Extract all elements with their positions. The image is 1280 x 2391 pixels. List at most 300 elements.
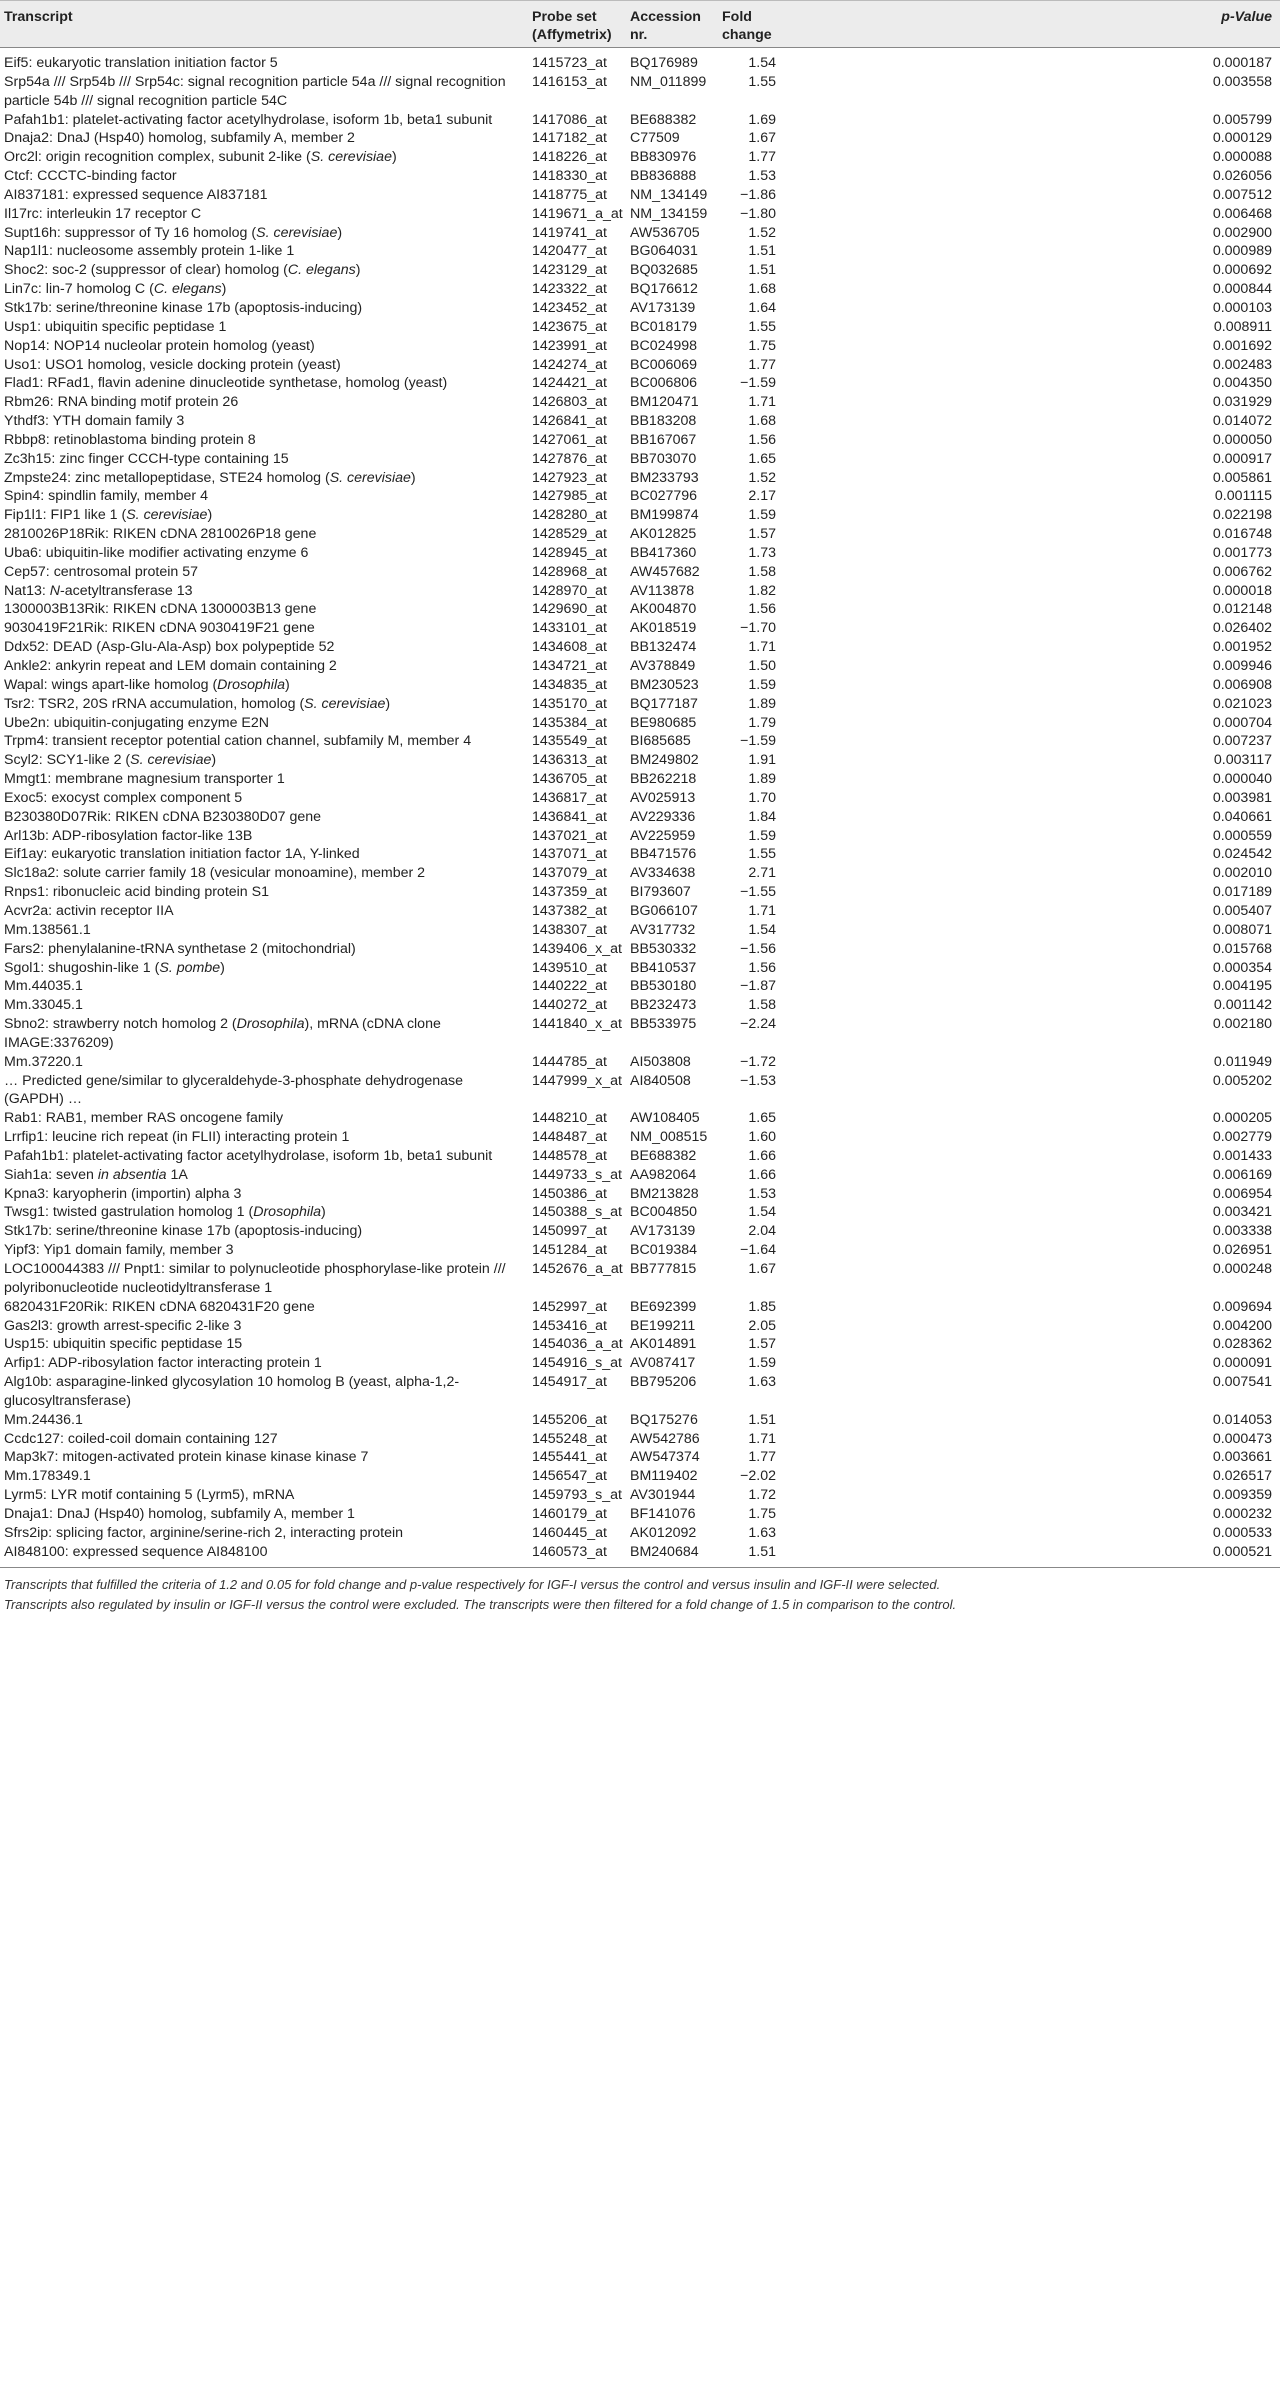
p-value-cell: 0.028362 [1212,1336,1272,1353]
probe-set-cell: 1437359_at [532,884,607,901]
accession-cell: BB777815 [630,1261,697,1277]
probe-set-cell: 1437382_at [532,902,607,919]
probe-set-cell: 1415723_at [532,55,607,71]
p-value-cell: 0.026056 [1212,168,1272,185]
table-row [0,48,1280,73]
transcript-cell: Mm.37220.1 [4,1053,83,1070]
table-header-row [0,1,1280,48]
fold-change-cell: 1.59 [748,827,776,844]
p-value-cell: 0.001952 [1212,639,1272,656]
fold-change-cell: 1.91 [748,752,776,769]
probe-set-cell: 1448210_at [532,1110,607,1127]
p-value-cell: 0.000917 [1212,450,1272,467]
accession-cell: BC019384 [630,1242,698,1259]
probe-set-cell: 1423675_at [532,318,607,335]
p-value-cell: 0.017189 [1212,884,1272,901]
probe-set-cell: 1427876_at [532,450,607,467]
table-row [0,1053,1280,1072]
transcript-cell: Spin4: spindlin family, member 4 [4,488,208,505]
table-row [0,356,1280,375]
fold-change-cell: 1.55 [748,318,776,335]
fold-change-cell: −1.70 [740,620,776,637]
table-row [0,224,1280,243]
transcript-cell: Rab1: RAB1, member RAS oncogene family [4,1110,284,1127]
fold-change-cell: 1.89 [748,695,776,712]
transcript-cell: Ythdf3: YTH domain family 3 [4,413,185,430]
accession-cell: BE688382 [630,1147,697,1164]
transcript-cell: Lyrm5: LYR motif containing 5 (Lyrm5), mRNA [4,1487,295,1504]
probe-set-cell: 1452676_a_at [532,1261,623,1277]
table-row [0,977,1280,996]
table-row [0,1505,1280,1524]
transcript-cell: Orc2l: origin recognition complex, subunit 2-like (S. cerevisiae) [4,149,397,166]
fold-change-cell: 1.54 [748,55,776,71]
accession-cell: BE980685 [630,714,697,731]
transcript-cell: Rbbp8: retinoblastoma binding protein 8 [4,431,256,448]
transcript-cell: Ctcf: CCCTC-binding factor [4,168,177,185]
col-header-transcript: Transcript [0,1,528,48]
probe-set-cell: 1452997_at [532,1298,607,1315]
table-row [0,261,1280,280]
accession-cell: AW108405 [630,1110,700,1127]
probe-set-cell: 1456547_at [532,1468,607,1485]
transcript-cell: Dnaja2: DnaJ (Hsp40) homolog, subfamily A, member 2 [4,130,355,147]
probe-set-cell: 1420477_at [532,243,607,260]
accession-cell: BC024998 [630,337,698,354]
transcript-cell: AI837181: expressed sequence AI837181 [4,186,268,203]
p-value-cell: 0.000559 [1212,827,1272,844]
probe-set-cell: 1455206_at [532,1411,607,1428]
transcript-cell: Mm.33045.1 [4,997,83,1014]
table-row [0,1241,1280,1260]
table-row [0,1147,1280,1166]
table-row [0,374,1280,393]
p-value-cell: 0.016748 [1212,526,1272,543]
p-value-cell: 0.001115 [1214,488,1272,505]
transcript-cell: Slc18a2: solute carrier family 18 (vesicular monoamine), member 2 [4,865,426,882]
fold-change-cell: 1.53 [748,168,776,185]
probe-set-cell: 1435549_at [532,733,607,750]
fold-change-cell: −2.24 [740,1016,776,1033]
probe-set-cell: 1426803_at [532,394,607,411]
accession-cell: BC006069 [630,356,698,373]
table-row [0,1128,1280,1147]
accession-cell: AV225959 [630,827,696,844]
p-value-cell: 0.000844 [1212,281,1272,298]
footnote-line-2: Transcripts also regulated by insulin or IGF-II versus the control were excluded. The transcripts were then filtered for a fold change of 1.5 in comparison to the control. [4,1596,957,1612]
table-row [0,789,1280,808]
table-row [0,1109,1280,1128]
fold-change-cell: 1.67 [748,130,776,147]
accession-cell: BB167067 [630,431,697,448]
p-value-cell: 0.000354 [1212,959,1272,976]
p-value-cell: 0.000129 [1212,130,1272,147]
fold-change-cell: 1.56 [748,601,776,618]
accession-cell: BM240684 [626,1543,718,1567]
accession-cell: BB533975 [630,1016,697,1033]
fold-change-cell: 1.57 [748,526,776,543]
accession-cell: BM213828 [630,1185,699,1202]
probe-set-cell: 1450386_at [532,1185,607,1202]
transcript-cell: Ddx52: DEAD (Asp-Glu-Ala-Asp) box polypeptide 52 [4,639,335,656]
transcript-cell: Exoc5: exocyst complex component 5 [4,789,243,806]
accession-cell: BB836888 [630,168,697,185]
p-value-cell: 0.002180 [1212,1016,1272,1033]
accession-cell: AW542786 [630,1430,700,1447]
fold-change-cell: 1.71 [748,902,776,919]
probe-set-cell: 1455441_at [532,1449,607,1466]
fold-change-cell: 1.64 [748,299,776,316]
probe-set-cell: 1427985_at [532,488,607,505]
probe-set-cell: 1447999_x_at [532,1072,622,1089]
transcript-cell: Tsr2: TSR2, 20S rRNA accumulation, homolog (S. cerevisiae) [4,695,391,712]
p-value-cell: 0.031929 [1212,394,1272,411]
probe-set-cell: 1418775_at [532,186,607,203]
probe-set-cell: 1437071_at [532,846,607,863]
fold-change-cell: 2.05 [748,1317,776,1334]
probe-set-cell: 1437079_at [532,865,607,882]
transcript-cell: Stk17b: serine/threonine kinase 17b (apoptosis-inducing) [4,299,363,316]
accession-cell: AV087417 [630,1355,696,1372]
accession-cell: C77509 [630,130,680,147]
p-value-cell: 0.000473 [1212,1430,1272,1447]
fold-change-cell: 1.51 [748,262,776,279]
p-value-cell: 0.001433 [1212,1147,1272,1164]
p-value-cell: 0.009946 [1212,658,1272,674]
accession-cell: NM_008515 [630,1129,708,1146]
accession-cell: BM249802 [630,752,699,769]
probe-set-cell: 1419671_a_at [532,205,623,222]
fold-change-cell: 1.56 [748,431,776,448]
fold-change-cell: −1.86 [740,186,776,203]
table-row [0,506,1280,525]
transcript-cell: Yipf3: Yip1 domain family, member 3 [4,1242,234,1259]
table-row [0,1467,1280,1486]
table-row [0,1543,1280,1567]
table-row [0,751,1280,770]
p-value-cell: 0.009359 [1212,1487,1272,1504]
p-value-cell: 0.000989 [1212,243,1272,260]
probe-set-cell: 1453416_at [532,1317,607,1334]
transcript-cell: Wapal: wings apart-like homolog (Drosophila) [4,676,290,693]
table-footnote [0,1568,1280,1615]
fold-change-cell: 1.75 [748,1505,776,1522]
accession-cell: BG064031 [630,243,698,260]
table-row [0,431,1280,450]
fold-change-cell: 1.77 [748,356,776,373]
transcript-cell: Siah1a: seven in absentia 1A [4,1166,188,1183]
fold-change-cell: 1.68 [748,281,776,298]
fold-change-cell: 1.54 [748,921,776,938]
table-row [0,808,1280,827]
table-row [0,1072,1280,1110]
p-value-cell: 0.002779 [1212,1129,1272,1146]
transcript-cell: Stk17b: serine/threonine kinase 17b (apoptosis-inducing) [4,1223,363,1240]
accession-cell: BE199211 [630,1317,696,1334]
probe-set-cell: 1460179_at [532,1505,607,1522]
accession-cell: BC027796 [630,488,698,505]
accession-cell: AV317732 [630,921,696,938]
probe-set-cell: 1436841_at [532,808,607,825]
transcript-cell: B230380D07Rik: RIKEN cDNA B230380D07 gene [4,808,322,825]
transcript-cell: 9030419F21Rik: RIKEN cDNA 9030419F21 gene [4,620,315,637]
table-row [0,563,1280,582]
transcript-cell: Scyl2: SCY1-like 2 (S. cerevisiae) [4,752,217,769]
p-value-cell: 0.007237 [1212,733,1272,750]
p-value-cell: 0.004350 [1212,375,1272,392]
transcript-cell: Zmpste24: zinc metallopeptidase, STE24 homolog (S. cerevisiae) [4,469,416,486]
table-row [0,1260,1280,1298]
probe-set-cell: 1416153_at [532,73,607,90]
fold-change-cell: 1.63 [748,1524,776,1541]
accession-cell: BM199874 [630,507,699,524]
table-row [0,129,1280,148]
fold-change-cell: 1.66 [748,1147,776,1164]
p-value-cell: 0.000692 [1212,262,1272,279]
accession-cell: AV173139 [630,299,696,316]
table-row [0,1166,1280,1185]
accession-cell: BB417360 [630,544,697,561]
probe-set-cell: 1417182_at [532,130,607,147]
p-value-cell: 0.000205 [1212,1110,1272,1127]
p-value-cell: 0.012148 [1212,601,1272,618]
accession-cell: BI793607 [630,884,691,901]
probe-set-cell: 1449733_s_at [532,1166,622,1183]
transcript-cell: Mmgt1: membrane magnesium transporter 1 [4,771,285,788]
transcript-cell: Nat13: N-acetyltransferase 13 [4,582,193,599]
fold-change-cell: 1.85 [748,1298,776,1315]
transcript-cell: Acvr2a: activin receptor IIA [4,902,174,919]
probe-set-cell: 1417086_at [532,111,607,128]
accession-cell: BB183208 [630,413,697,430]
fold-change-cell: 1.58 [748,997,776,1014]
accession-cell: BB262218 [630,771,697,788]
fold-change-cell: 1.51 [748,243,776,260]
table-row [0,1354,1280,1373]
fold-change-cell: 1.57 [748,1336,776,1353]
probe-set-cell: 1448487_at [532,1129,607,1146]
transcript-cell: Map3k7: mitogen-activated protein kinase kinase kinase 7 [4,1449,369,1466]
fold-change-cell: 1.89 [748,771,776,788]
p-value-cell: 0.003338 [1212,1223,1272,1240]
accession-cell: BB530180 [630,978,697,995]
probe-set-cell: 1433101_at [532,620,607,637]
accession-cell: BM119402 [630,1468,698,1485]
p-value-cell: 0.006762 [1212,563,1272,580]
accession-cell: BM233793 [630,469,699,486]
table-row [0,1203,1280,1222]
table-row [0,695,1280,714]
transcript-cell: Cep57: centrosomal protein 57 [4,563,199,580]
accession-cell: BC004850 [630,1204,698,1221]
probe-set-cell: 1450388_s_at [532,1204,622,1221]
accession-cell: NM_134159 [630,205,708,222]
fold-change-cell: 2.04 [748,1223,776,1240]
accession-cell: BB232473 [630,997,697,1014]
table-row [0,1373,1280,1411]
footnote-line-1: Transcripts that fulfilled the criteria of 1.2 and 0.05 for fold change and p-value respectively for IGF-I versus the control and versus insulin and IGF-II were selected. [4,1576,941,1592]
transcript-cell: Supt16h: suppressor of Ty 16 homolog (S. cerevisiae) [4,224,343,241]
probe-set-cell: 1439510_at [532,959,607,976]
fold-change-cell: −1.53 [740,1072,776,1089]
transcript-cell: Usp1: ubiquitin specific peptidase 1 [4,318,227,335]
p-value-cell: 0.002483 [1212,356,1272,373]
fold-change-cell: 1.70 [748,789,776,806]
transcript-cell: Pafah1b1: platelet-activating factor acetylhydrolase, isoform 1b, beta1 subunit [4,1147,493,1164]
fold-change-cell: −1.87 [740,978,776,995]
p-value-cell: 0.000050 [1212,431,1272,448]
p-value-cell: 0.026951 [1212,1242,1272,1259]
p-value-cell: 0.007512 [1212,186,1272,203]
fold-header-line1: Fold [722,9,752,25]
transcript-cell: … Predicted gene/similar to glyceraldehyde-3-phosphate dehydrogenase (GAPDH) … [4,1072,464,1108]
p-value-cell: 0.000187 [1212,55,1272,71]
probe-set-cell: 1444785_at [532,1053,607,1070]
transcript-cell: Nop14: NOP14 nucleolar protein homolog (yeast) [4,337,315,354]
table-row [0,940,1280,959]
transcript-cell: 2810026P18Rik: RIKEN cDNA 2810026P18 gene [4,526,317,543]
fold-change-cell: 1.84 [748,808,776,825]
accession-cell: AV334638 [630,865,696,882]
p-value-cell: 0.000533 [1212,1524,1272,1541]
fold-header-line2: change [722,27,772,43]
p-value-cell: 0.005407 [1212,902,1272,919]
probe-set-cell: 1439406_x_at [532,940,622,957]
probe-set-cell: 1419741_at [532,224,607,241]
table-row [0,450,1280,469]
table-row [0,1411,1280,1430]
probe-set-cell: 1424274_at [532,356,607,373]
transcript-cell: Sfrs2ip: splicing factor, arginine/serine-rich 2, interacting protein [4,1524,404,1541]
p-value-cell: 0.000103 [1212,299,1272,316]
probe-set-cell: 1437021_at [532,827,607,844]
p-value-cell: 0.009694 [1212,1298,1272,1315]
accession-cell: BQ176612 [630,281,698,298]
fold-change-cell: 1.72 [748,1487,776,1504]
table-row [0,148,1280,167]
probe-set-cell: 1438307_at [532,921,607,938]
p-value-cell: 0.005799 [1212,111,1272,128]
p-value-cell: 0.003661 [1212,1449,1272,1466]
table-row [0,619,1280,638]
probe-set-cell: 1436313_at [532,752,607,769]
fold-change-cell: 1.75 [748,337,776,354]
transcript-cell: Mm.24436.1 [4,1411,83,1428]
table-row [0,1524,1280,1543]
p-value-label: p-Value [1221,9,1272,25]
transcript-cell: Mm.178349.1 [4,1468,91,1485]
probe-set-cell: 1429690_at [532,601,607,618]
col-header-fold-change [718,1,784,48]
fold-change-cell: 1.71 [748,394,776,411]
table-row [0,186,1280,205]
probe-set-cell: 1428280_at [532,507,607,524]
accession-cell: AV301944 [630,1487,696,1504]
fold-change-cell: −1.55 [740,884,776,901]
accession-cell: BQ175276 [630,1411,698,1428]
p-value-cell: 0.000521 [784,1543,1280,1567]
transcript-cell: Sgol1: shugoshin-like 1 (S. pombe) [4,959,225,976]
table-row [0,1430,1280,1449]
probe-set-cell: 1424421_at [532,375,607,392]
fold-change-cell: −1.56 [740,940,776,957]
fold-change-cell: 2.71 [748,865,776,882]
p-value-cell: 0.040661 [1212,808,1272,825]
table-row [0,1015,1280,1053]
transcript-cell: Pafah1b1: platelet-activating factor acetylhydrolase, isoform 1b, beta1 subunit [4,111,493,128]
fold-change-cell: −1.72 [740,1053,776,1070]
fold-change-cell: −1.59 [740,375,776,392]
probe-set-cell: 1434835_at [532,676,607,693]
table-row [0,1222,1280,1241]
p-value-cell: 0.002010 [1212,865,1272,882]
table-row [0,676,1280,695]
accession-cell: NM_011899 [630,73,707,90]
fold-change-cell: 1.50 [748,658,776,674]
probe-set-cell: 1427923_at [532,469,607,486]
p-value-cell: 0.006908 [1212,676,1272,693]
accession-cell: AV113878 [630,582,695,599]
table-body [0,48,1280,1568]
transcript-cell: Ccdc127: coiled-coil domain containing 127 [4,1430,278,1447]
table-row [0,732,1280,751]
p-value-cell: 0.000704 [1212,714,1272,731]
transcript-cell: Usp15: ubiquitin specific peptidase 15 [4,1336,243,1353]
accession-cell: BQ176989 [630,55,698,71]
accession-cell: AA982064 [630,1166,697,1183]
accession-cell: BE688382 [630,111,697,128]
p-value-cell: 0.007541 [1212,1374,1272,1391]
table-row [0,337,1280,356]
accession-cell: BI685685 [630,733,691,750]
accession-cell: BM230523 [630,676,699,693]
probe-set-cell: 1451284_at [532,1242,607,1259]
probe-set-cell: 1428970_at [532,582,607,599]
table-row [0,714,1280,733]
table-row [0,883,1280,902]
accession-cell: AW536705 [630,224,700,241]
table-row [0,318,1280,337]
transcript-cell: Kpna3: karyopherin (importin) alpha 3 [4,1185,242,1202]
p-value-cell: 0.006169 [1212,1166,1272,1183]
accession-cell: AK014891 [630,1336,697,1353]
fold-change-cell: 1.51 [718,1543,784,1567]
probe-set-cell: 1454036_a_at [532,1336,623,1353]
accession-cell: AV229336 [630,808,696,825]
transcript-cell: LOC100044383 /// Pnpt1: similar to polynucleotide phosphorylase-like protein /// polyribonucleotide nucleotidyltransferase 1 [4,1261,506,1296]
table-row [0,959,1280,978]
transcript-cell: AI848100: expressed sequence AI848100 [0,1543,528,1567]
table-row [0,657,1280,676]
transcript-cell: Dnaja1: DnaJ (Hsp40) homolog, subfamily A, member 1 [4,1505,355,1522]
accession-cell: BB530332 [630,940,697,957]
table-row [0,412,1280,431]
fold-change-cell: 1.71 [748,639,776,656]
table-row [0,770,1280,789]
p-value-cell: 0.000091 [1212,1355,1272,1372]
fold-change-cell: 1.59 [748,1355,776,1372]
probe-set-cell: 1428945_at [532,544,607,561]
transcript-cell: Srp54a /// Srp54b /// Srp54c: signal recognition particle 54a /// signal recognition particle 54b /// signal recognition particle 54C [4,73,506,109]
accession-cell: AK004870 [630,601,697,618]
transcript-cell: Il17rc: interleukin 17 receptor C [4,205,202,222]
probe-header-line2: (Affymetrix) [532,27,612,43]
transcript-cell: Mm.44035.1 [4,978,83,995]
table-row [0,902,1280,921]
accession-cell: BB795206 [630,1374,697,1391]
p-value-cell: 0.008911 [1213,318,1272,335]
fold-change-cell: 1.53 [748,1185,776,1202]
